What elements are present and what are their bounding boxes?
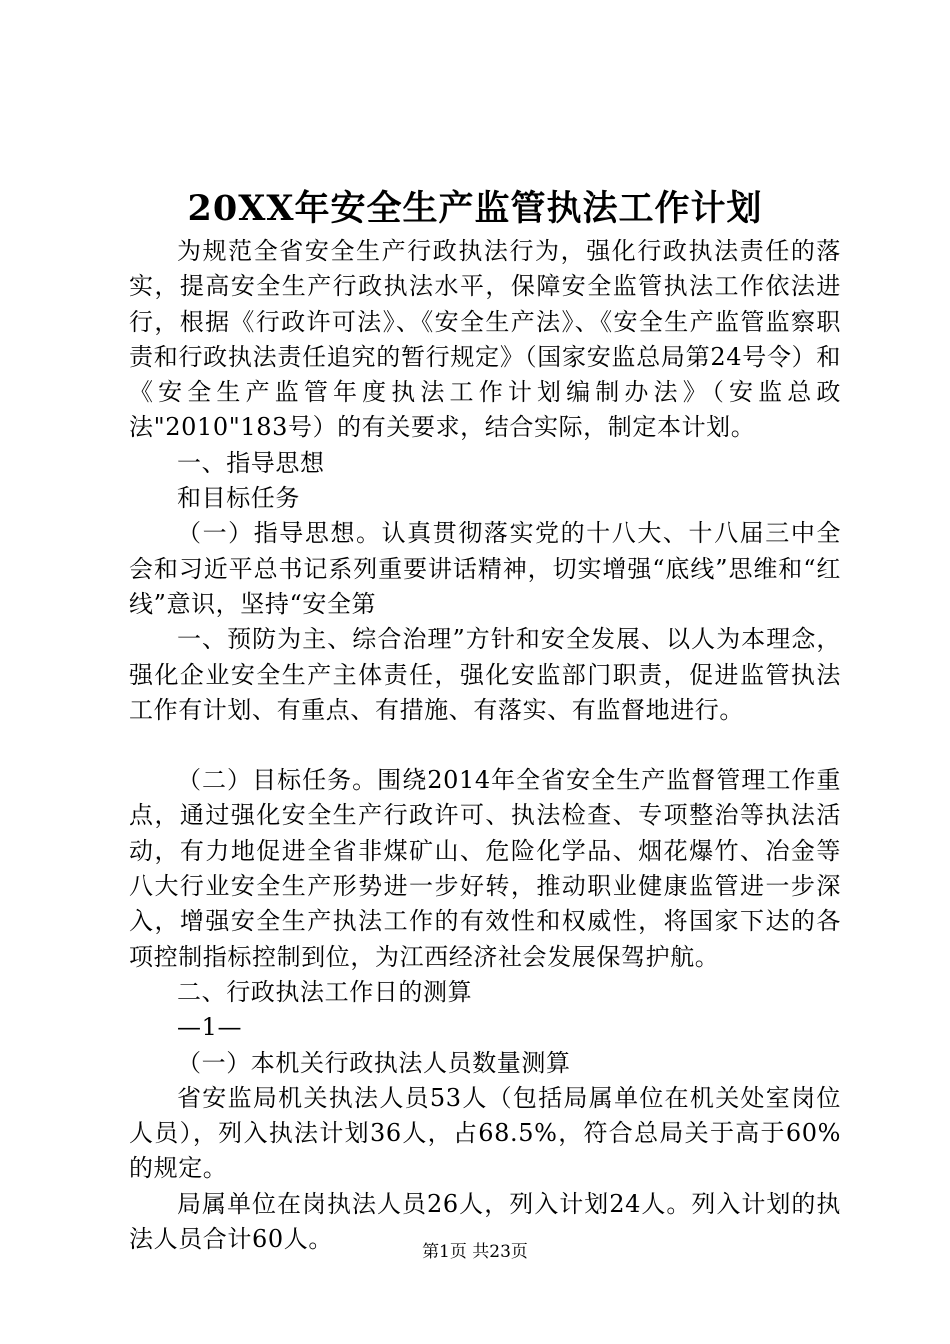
intro-paragraph: 为规范全省安全生产行政执法行为，强化行政执法责任的落实，提高安全生产行政执法水平，保障安全监管执法工作依法进行，根据《行政许可法》、《安全生产法》、《安全生产监管监察职责和行政执法责任追究的暂行规定》（国家安监总局第24号令）和《安全生产监管年度执法工作计划编制办法》（安监总政法"2010"183号）的有关要求，结合实际，制定本计划。: [129, 237, 841, 442]
page-footer: 第1页 共23页: [422, 1242, 528, 1262]
staff-count-paragraph: 省安监局机关执法人员53人（包括局属单位在机关处室岗位人员），列入执法计划36人，占68.5%，符合总局关于高于60%的规定。: [129, 1083, 841, 1183]
inline-page-marker: —1—: [177, 1013, 243, 1042]
document-body: [129, 234, 841, 1257]
guiding-thought-continuation: 一、预防为主、综合治理”方针和安全发展、以人为本理念，强化企业安全生产主体责任，强化安监部门职责，促进监管执法工作有计划、有重点、有措施、有落实、有监督地进行。: [129, 625, 841, 724]
document-title: 20XX年安全生产监管执法工作计划: [187, 188, 763, 229]
section-heading-continuation: 和目标任务: [177, 484, 300, 513]
affiliated-staff-paragraph: 局属单位在岗执法人员26人，列入计划24人。列入计划的执法人员合计60人。: [129, 1189, 841, 1254]
section-heading-workday-calculation: 二、行政执法工作日的测算: [177, 977, 473, 1006]
target-tasks-paragraph: （二）目标任务。围绕2014年全省安全生产监督管理工作重点，通过强化安全生产行政许可、执法检查、专项整治等执法活动，有力地促进全省非煤矿山、危险化学品、烟花爆竹、冶金等八大行业安全生产形势进一步好转，推动职业健康监管进一步深入，增强安全生产执法工作的有效性和权威性，将国家下达的各项控制指标控制到位，为江西经济社会发展保驾护航。: [129, 766, 841, 971]
guiding-thought-paragraph: （一）指导思想。认真贯彻落实党的十八大、十八届三中全会和习近平总书记系列重要讲话精神，切实增强“底线”思维和“红线”意识，坚持“安全第: [129, 519, 841, 618]
subsection-heading-staff-count: （一）本机关行政执法人员数量测算: [177, 1048, 571, 1077]
section-heading-guiding-thought: 一、指导思想: [177, 448, 325, 477]
